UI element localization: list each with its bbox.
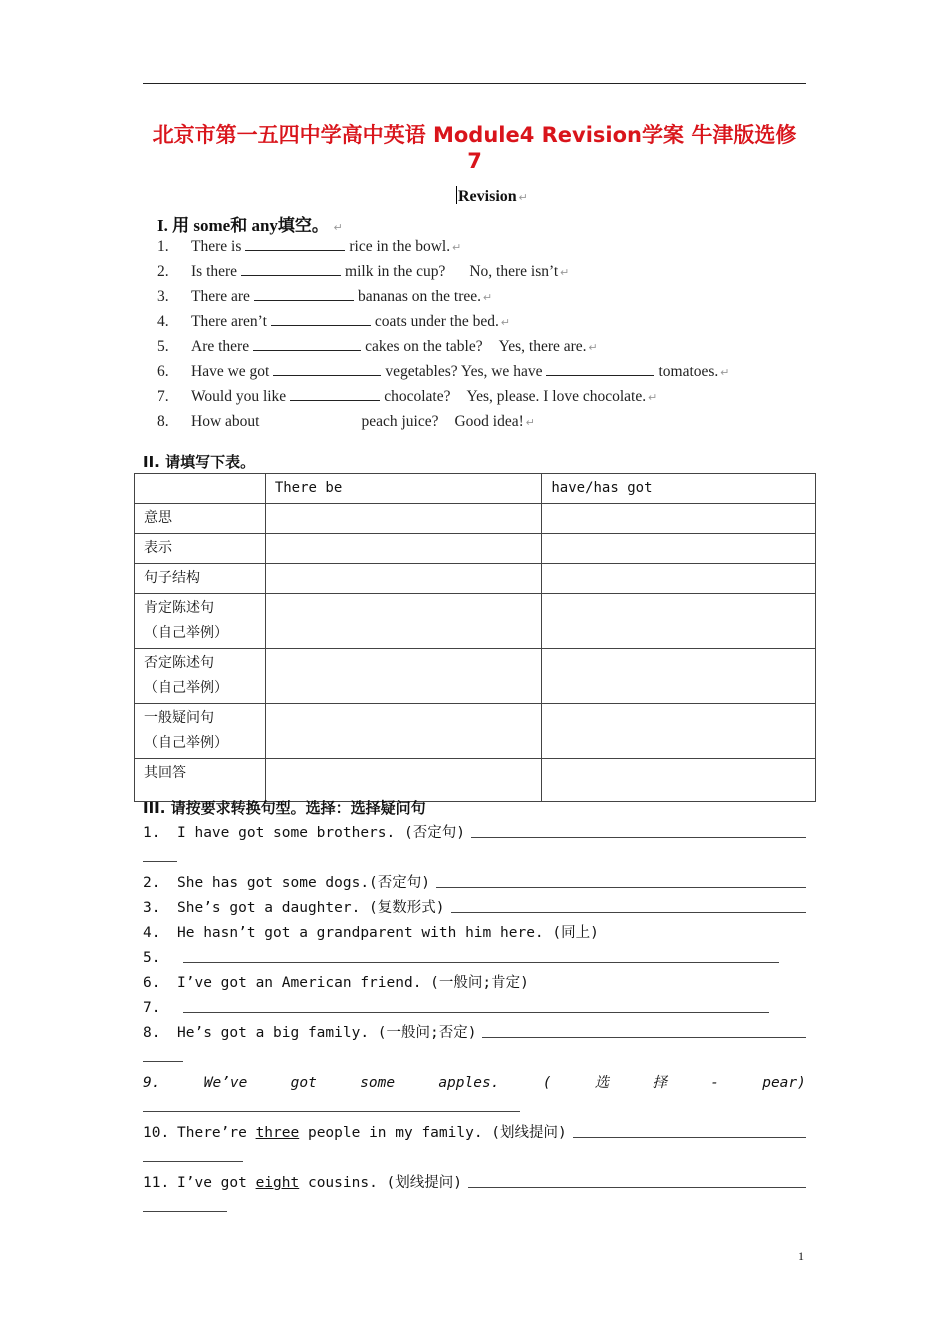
answer-line-continuation[interactable] (143, 846, 806, 871)
row-label: 一般疑问句 （自己举例） (135, 704, 266, 759)
table-row (135, 649, 816, 704)
exercise-item: 6. I’ve got an American friend. (一般问;肯定) (143, 975, 529, 991)
answer-line-continuation[interactable] (143, 1046, 806, 1071)
table-header-cell: have/has got (542, 474, 816, 504)
answer-blank[interactable] (273, 361, 381, 376)
table-row (135, 594, 816, 649)
exercise-item: 4. He hasn’t got a grandparent with him here. (同上) (143, 925, 599, 941)
answer-line[interactable] (573, 1121, 806, 1138)
answer-cell[interactable] (265, 504, 542, 534)
exercise-item: 8. How about peach juice? Good idea! ↵ (157, 413, 535, 430)
table-header-cell: There be (265, 474, 542, 504)
answer-cell[interactable] (542, 704, 816, 759)
exercise-item: 10. There’re three people in my family. (划线提问) (143, 1121, 806, 1146)
exercise-item: 3. There are bananas on the tree. ↵ (157, 288, 493, 305)
answer-cell[interactable] (265, 649, 542, 704)
underlined-word: eight (255, 1175, 300, 1191)
answer-line[interactable] (468, 1171, 806, 1188)
section3-exercise (143, 821, 806, 1221)
document-title (143, 122, 806, 174)
exercise-item: 2. Is there milk in the cup? No, there isn’t ↵ (157, 263, 570, 280)
answer-line-continuation[interactable] (143, 1146, 806, 1171)
table-row (135, 564, 816, 594)
section1-title: I. 用 some和 any填空。 ↵ (157, 216, 343, 235)
answer-line[interactable] (482, 1021, 806, 1038)
exercise-item: 7. Would you like chocolate? Yes, please. I love chocolate. ↵ (157, 388, 658, 405)
paragraph-mark-icon: ↵ (330, 222, 343, 234)
exercise-item: 11. I’ve got eight cousins. (划线提问) (143, 1171, 806, 1196)
row-label: 其回答 (135, 759, 266, 802)
exercise-item: 5. Are there cakes on the table? Yes, there are. ↵ (157, 338, 598, 355)
answer-blank[interactable] (253, 336, 361, 351)
text-cursor (456, 186, 457, 204)
comparison-table (134, 473, 816, 802)
revision-heading: Revision ↵ (458, 188, 528, 205)
exercise-item: 5. (143, 946, 806, 971)
title-line-1: 北京市第一五四中学高中英语 Module4 Revision学案 牛津版选修 (152, 123, 797, 147)
answer-blank[interactable] (241, 261, 341, 276)
exercise-item: 9. We’ve got some apples. ( 选 择 - pear) (143, 1075, 806, 1091)
answer-line-continuation[interactable] (143, 1096, 806, 1121)
exercise-item: 4. There aren’t coats under the bed. ↵ (157, 313, 511, 330)
exercise-item: 1. There is rice in the bowl. ↵ (157, 238, 462, 255)
row-label: 意思 (135, 504, 266, 534)
exercise-item: 7. (143, 996, 806, 1021)
table-header-row (135, 474, 816, 504)
answer-line[interactable] (451, 896, 806, 913)
table-row (135, 759, 816, 802)
answer-cell[interactable] (542, 649, 816, 704)
table-row (135, 534, 816, 564)
answer-blank[interactable] (271, 311, 371, 326)
answer-cell[interactable] (265, 594, 542, 649)
exercise-item: 3. She’s got a daughter. (复数形式) (143, 896, 806, 921)
answer-cell[interactable] (542, 759, 816, 802)
row-label: 句子结构 (135, 564, 266, 594)
section1-exercise (157, 234, 730, 434)
table-header-cell (135, 474, 266, 504)
answer-line[interactable] (436, 871, 806, 888)
answer-cell[interactable] (542, 564, 816, 594)
answer-line[interactable] (471, 821, 806, 838)
answer-cell[interactable] (265, 534, 542, 564)
table-row (135, 704, 816, 759)
answer-blank[interactable] (546, 361, 654, 376)
answer-cell[interactable] (542, 534, 816, 564)
title-line-2: 7 (467, 149, 482, 173)
exercise-item: 1. I have got some brothers. (否定句) (143, 821, 806, 846)
answer-line-continuation[interactable] (143, 1196, 806, 1221)
answer-cell[interactable] (542, 504, 816, 534)
answer-blank[interactable] (245, 236, 345, 251)
exercise-item: 8. He’s got a big family. (一般问;否定) (143, 1021, 806, 1046)
answer-blank[interactable] (290, 386, 380, 401)
table-row (135, 504, 816, 534)
answer-line[interactable] (183, 946, 779, 963)
row-label: 肯定陈述句 （自己举例） (135, 594, 266, 649)
answer-cell[interactable] (265, 704, 542, 759)
answer-line[interactable] (183, 996, 769, 1013)
answer-cell[interactable] (542, 594, 816, 649)
answer-blank[interactable] (254, 286, 354, 301)
section2-title: II. 请填写下表。 (143, 453, 256, 471)
paragraph-mark-icon: ↵ (518, 192, 528, 204)
header-rule (143, 83, 806, 84)
section3-title: III. 请按要求转换句型。选择：选择疑问句 (143, 799, 426, 817)
exercise-item: 2. She has got some dogs.(否定句) (143, 871, 806, 896)
exercise-item: 6. Have we got vegetables? Yes, we have tomatoes. ↵ (157, 363, 730, 380)
underlined-word: three (255, 1125, 300, 1141)
page-number: 1 (798, 1249, 804, 1263)
row-label: 否定陈述句 （自己举例） (135, 649, 266, 704)
answer-cell[interactable] (265, 564, 542, 594)
answer-cell[interactable] (265, 759, 542, 802)
row-label: 表示 (135, 534, 266, 564)
